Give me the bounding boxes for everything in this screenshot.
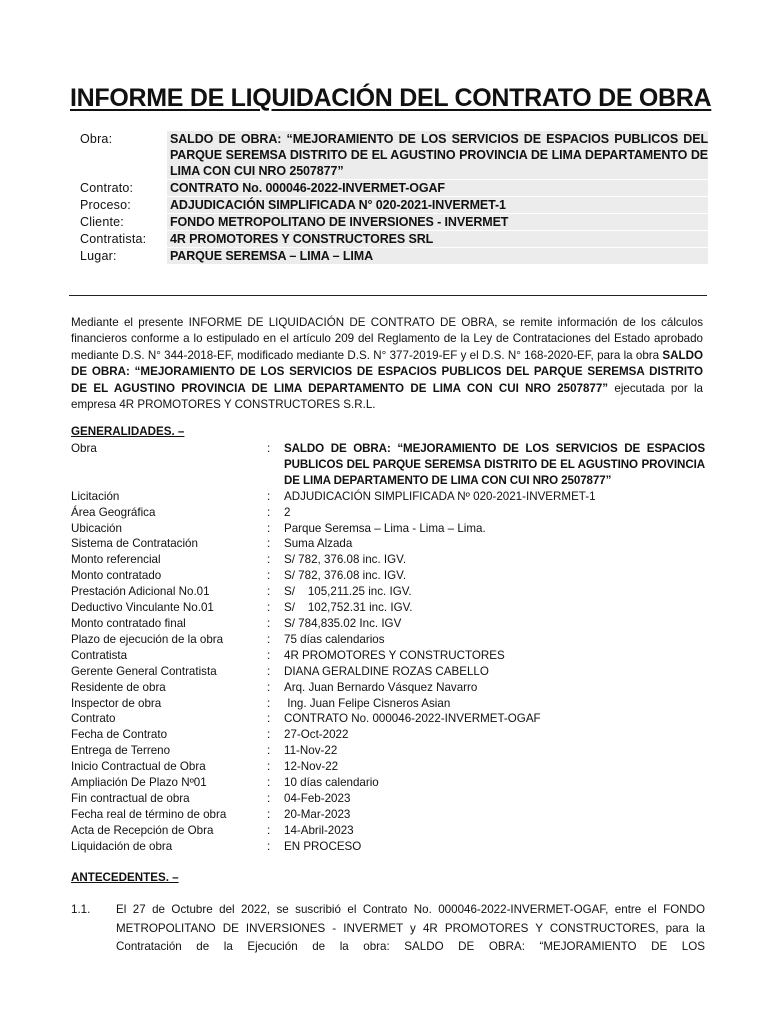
header-row-proceso [78,197,708,214]
page-title: INFORME DE LIQUIDACIÓN DEL CONTRATO DE OBRA [70,84,712,112]
field-label: Obra [71,442,97,455]
header-row-contratista [78,231,708,248]
item-number: 1.1. [71,903,91,916]
header-value: SALDO DE OBRA: “MEJORAMIENTO DE LOS SERVICIOS DE ESPACIOS PUBLICOS DEL PARQUE SEREMSA DISTRITO DE EL AGUSTINO PROVINCIA DE LIMA DEPARTAMENTO DE LIMA CON CUI NRO 2507877” [167,131,708,180]
field-label: Ampliación De Plazo Nº01 [71,776,207,790]
field-value: Parque Seremsa – Lima - Lima – Lima. [284,521,486,535]
generalidades-row [71,696,705,712]
header-label: Proceso: [80,198,131,212]
field-colon: : [267,521,271,535]
section-heading-generalidades: GENERALIDADES. – [71,425,185,438]
field-colon: : [267,712,271,726]
header-label: Obra: [80,132,113,146]
field-value: 10 días calendario [284,776,379,790]
intro-paragraph [71,315,703,413]
field-label: Fecha de Contrato [71,728,168,742]
field-value: S/ 784,835.02 Inc. IGV [284,616,402,630]
field-label: Deductivo Vinculante No.01 [71,601,214,615]
field-value: S/ 782, 376.08 inc. IGV. [284,569,407,583]
antecedente-item [71,901,705,957]
generalidades-row [71,807,705,823]
generalidades-row [71,727,705,743]
field-value: 2 [284,505,291,519]
header-value: CONTRATO No. 000046-2022-INVERMET-OGAF [167,180,708,197]
field-label: Contrato [71,712,116,726]
field-colon: : [267,505,271,519]
field-colon: : [267,632,271,646]
field-value: 04-Feb-2023 [284,791,351,805]
field-label: Monto referencial [71,553,161,567]
field-label: Plazo de ejecución de la obra [71,632,224,646]
field-colon: : [267,680,271,694]
generalidades-row [71,616,705,632]
generalidades-row [71,632,705,648]
generalidades-row-obra [71,441,705,489]
field-colon: : [267,791,271,805]
field-label: Ubicación [71,521,122,535]
header-label: Contratista: [80,232,147,246]
field-value: Ing. Juan Felipe Cisneros Asian [284,696,451,710]
field-label: Acta de Recepción de Obra [71,823,214,837]
generalidades-row [71,711,705,727]
field-colon: : [267,839,271,853]
generalidades-row [71,839,705,855]
field-value: CONTRATO No. 000046-2022-INVERMET-OGAF [284,712,541,726]
field-colon: : [267,744,271,758]
field-label: Inspector de obra [71,696,162,710]
generalidades-row [71,680,705,696]
generalidades-row [71,505,705,521]
field-label: Sistema de Contratación [71,537,198,551]
generalidades-row [71,600,705,616]
field-label: Gerente General Contratista [71,664,217,678]
field-colon: : [267,616,271,630]
header-label: Cliente: [80,215,124,229]
generalidades-row [71,664,705,680]
header-row-lugar [78,248,708,265]
field-value: 12-Nov-22 [284,760,339,774]
field-value: Suma Alzada [284,537,353,551]
header-value: ADJUDICACIÓN SIMPLIFICADA N° 020-2021-INVERMET-1 [167,197,708,214]
field-label: Fecha real de término de obra [71,807,227,821]
field-colon: : [267,569,271,583]
field-value: DIANA GERALDINE ROZAS CABELLO [284,664,489,678]
generalidades-row [71,521,705,537]
header-row-cliente [78,214,708,231]
generalidades-row [71,648,705,664]
horizontal-divider [69,295,707,296]
generalidades-row [71,775,705,791]
generalidades-row [71,759,705,775]
field-colon: : [267,648,271,662]
header-value: FONDO METROPOLITANO DE INVERSIONES - INVERMET [167,214,708,231]
field-value: SALDO DE OBRA: “MEJORAMIENTO DE LOS SERVICIOS DE ESPACIOS PUBLICOS DEL PARQUE SEREMSA DISTRITO DE EL AGUSTINO PROVINCIA DE LIMA DEPARTAMENTO DE LIMA CON CUI NRO 2507877” [284,442,705,487]
header-label: Lugar: [80,249,117,263]
field-colon: : [267,696,271,710]
field-label: Área Geográfica [71,505,156,519]
field-colon: : [267,664,271,678]
generalidades-row [71,536,705,552]
section-heading-antecedentes: ANTECEDENTES. – [71,871,179,884]
field-value: 20-Mar-2023 [284,807,351,821]
field-colon: : [267,760,271,774]
field-colon: : [267,489,271,503]
field-label: Prestación Adicional No.01 [71,585,210,599]
field-colon: : [267,537,271,551]
generalidades-list [71,441,705,855]
intro-text: Mediante el presente INFORME DE LIQUIDACIÓN DE CONTRATO DE OBRA, se remite información de los cálculos financieros conforme a lo estipulado en el artículo 209 del Reglamento de la Ley de Contrataciones del Estado aprobado mediante D.S. N° 344-2018-EF, modificado mediante D.S. N° 377-2019-EF y el D.S. N° 168-2020-EF, para la obra [71,316,703,362]
field-label: Monto contratado [71,569,162,583]
field-colon: : [267,823,271,837]
field-value: ADJUDICACIÓN SIMPLIFICADA Nº 020-2021-INVERMET-1 [284,489,596,503]
field-label: Entrega de Terreno [71,744,171,758]
header-info-table [78,131,708,265]
field-value: S/ 105,211.25 inc. IGV. [284,585,412,599]
field-value: Arq. Juan Bernardo Vásquez Navarro [284,680,478,694]
field-label: Fin contractual de obra [71,791,190,805]
generalidades-row [71,584,705,600]
generalidades-row [71,489,705,505]
header-label: Contrato: [80,181,134,195]
field-label: Licitación [71,489,120,503]
generalidades-row [71,791,705,807]
header-value: 4R PROMOTORES Y CONSTRUCTORES SRL [167,231,708,248]
field-value: S/ 102,752.31 inc. IGV. [284,601,413,615]
generalidades-row [71,743,705,759]
field-colon: : [267,728,271,742]
field-label: Monto contratado final [71,616,186,630]
field-colon: : [267,442,271,455]
field-colon: : [267,553,271,567]
header-row-contrato [78,180,708,197]
field-colon: : [267,776,271,790]
field-value: 27-Oct-2022 [284,728,349,742]
field-value: EN PROCESO [284,839,362,853]
field-label: Residente de obra [71,680,166,694]
field-colon: : [267,601,271,615]
generalidades-row [71,823,705,839]
intro-obra-name: SALDO DE OBRA: “MEJORAMIENTO DE LOS SERVICIOS DE ESPACIOS PUBLICOS DEL PARQUE SEREMSA DISTRITO DE EL AGUSTINO PROVINCIA DE LIMA DEPARTAMENTO DE LIMA CON CUI NRO 2507877” [71,348,703,395]
field-colon: : [267,807,271,821]
header-row-obra [78,131,708,180]
generalidades-row [71,552,705,568]
field-label: Contratista [71,648,128,662]
generalidades-row [71,568,705,584]
field-label: Inicio Contractual de Obra [71,760,206,774]
field-value: 75 días calendarios [284,632,385,646]
field-value: S/ 782, 376.08 inc. IGV. [284,553,407,567]
field-value: 14-Abril-2023 [284,823,354,837]
field-label: Liquidación de obra [71,839,173,853]
field-value: 4R PROMOTORES Y CONSTRUCTORES [284,648,505,662]
header-value: PARQUE SEREMSA – LIMA – LIMA [167,248,708,265]
field-colon: : [267,585,271,599]
item-text: El 27 de Octubre del 2022, se suscribió el Contrato No. 000046-2022-INVERMET-OGAF, entre el FONDO METROPOLITANO DE INVERSIONES - INVERMET y 4R PROMOTORES Y CONSTRUCTORES, para la Contratación de la Ejecución de la obra: SALDO DE OBRA: “MEJORAMIENTO DE LOS [116,903,705,954]
intro-text-end: ejecutada por la empresa 4R PROMOTORES Y CONSTRUCTORES S.R.L. [71,381,703,412]
field-value: 11-Nov-22 [284,744,338,758]
